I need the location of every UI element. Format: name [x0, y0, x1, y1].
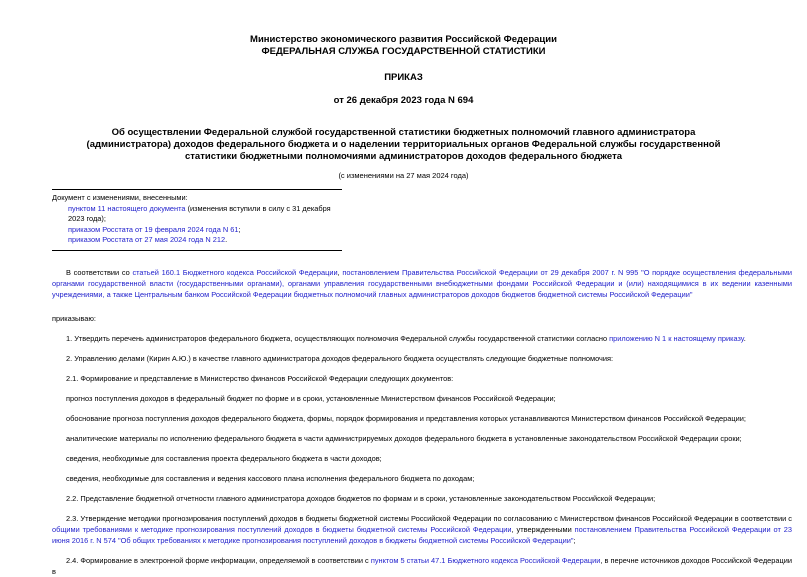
change-text-2: ;: [238, 224, 241, 234]
document-body: [52, 267, 792, 577]
p24-text-1: 2.4. Формирование в электронной форме информации, определяемой в соответствии с: [66, 555, 371, 565]
p23-text-3: ;: [573, 535, 576, 545]
change-item: [68, 225, 342, 236]
p23-text-2: , утвержденными: [511, 524, 575, 534]
p23-text-1: 2.3. Утверждение методики прогнозирования поступлений доходов в бюджеты бюджетной системы Российской Федерации по согласованию с Министерством финансов Российской Федерации в соответствии с: [66, 513, 792, 523]
paragraph-2-2: 2.2. Представление бюджетной отчетности главного администратора доходов бюджетов по формам и в сроки, установленные законодательством Российской Федерации;: [66, 493, 656, 503]
p1-link[interactable]: приложению N 1 к настоящему приказу: [609, 333, 744, 343]
intro-text-1: В соответствии со: [66, 267, 133, 277]
changes-list: [52, 193, 342, 246]
p24-link-1[interactable]: пунктом 5 статьи 47.1 Бюджетного кодекса Российской Федерации: [370, 555, 601, 565]
document-title: Об осуществлении Федеральной службой государственной статистики бюджетных полномочий главного администратора (администратора) доходов федерального бюджета и о наделении территориальных органов Федеральной службы государственной статистики бюджетными полномочиями администраторов доходов федерального бюджета: [86, 127, 721, 162]
change-text-3: .: [225, 235, 228, 244]
p23-link-2[interactable]: постановлением Правительства Российской Федерации от 23 июня 2016 г. N 574 "Об общих требованиях к методике прогнозирования поступлений доходов в бюджеты бюджетной системы Российской Федерации": [52, 524, 792, 545]
p24-text-2: , в перечне источников доходов Российской Федерации в: [52, 555, 792, 576]
change-item: [68, 235, 342, 246]
order-date: от 26 декабря 2023 года N 694: [333, 95, 474, 106]
changes-heading: Документ с изменениями, внесенными:: [52, 193, 188, 202]
changes-box: [52, 189, 342, 251]
change-text-1: (изменения вступили в силу с 31 декабря 2023 года);: [68, 203, 331, 223]
paragraph-1: [52, 333, 792, 344]
paragraph-2-1-d: сведения, необходимые для составления проекта федерального бюджета в части доходов;: [66, 453, 382, 463]
service-name: ФЕДЕРАЛЬНАЯ СЛУЖБА ГОСУДАРСТВЕННОЙ СТАТИСТИКИ: [261, 46, 546, 57]
top-divider: [52, 189, 342, 190]
change-item: [68, 204, 342, 225]
paragraph-2-4: [52, 555, 792, 577]
paragraph-2-1: 2.1. Формирование и представление в Министерство финансов Российской Федерации следующих документов:: [66, 373, 454, 383]
paragraph-2: 2. Управлению делами (Кирин А.Ю.) в качестве главного администратора доходов федерального бюджета осуществлять следующие бюджетные полномочия:: [66, 353, 614, 363]
change-link-1[interactable]: пунктом 11 настоящего документа: [68, 203, 186, 213]
paragraph-2-1-a: прогноз поступления доходов в федеральный бюджет по форме и в сроки, установленные Министерством финансов Российской Федерации;: [66, 393, 556, 403]
intro-text-2: ,: [337, 267, 343, 277]
paragraph-2-1-c: аналитические материалы по исполнению федерального бюджета в части администрируемых доходов федерального бюджета в установленные законодательством Российской Федерации сроки;: [66, 433, 742, 443]
intro-link-2[interactable]: постановлением Правительства Российской Федерации от 29 декабря 2007 г. N 995 "О порядке осуществления федеральными органами государственной власти (государственными органами), органами управления государственными внебюджетными фондами Российской Федерации и (или) находящимися в их ведении казенными учреждениями, а также Центральным банком Российской Федерации бюджетных полномочий главных администраторов доходов бюджетов бюджетной системы Российской Федерации": [52, 267, 792, 299]
p1-rest: .: [743, 333, 746, 343]
order-label: ПРИКАЗ: [384, 72, 423, 83]
intro-link-1[interactable]: статьей 160.1 Бюджетного кодекса Российской Федерации: [132, 267, 338, 277]
paragraph-2-1-e: сведения, необходимые для составления и ведения кассового плана исполнения федерального бюджета по доходам;: [66, 473, 475, 483]
change-link-3[interactable]: приказом Росстата от 27 мая 2024 года N 212: [68, 235, 226, 244]
paragraph-2-3: [52, 513, 792, 546]
amended-note: (с изменениями на 27 мая 2024 года): [338, 171, 469, 180]
orders-word: приказываю:: [52, 313, 96, 323]
ministry-name: Министерство экономического развития Российской Федерации: [250, 34, 557, 45]
p23-link-1[interactable]: общими требованиями к методике прогнозирования поступлений доходов в бюджеты бюджетной системы Российской Федерации: [52, 524, 512, 534]
intro-paragraph: [52, 267, 792, 300]
p1-text: 1. Утвердить перечень администраторов федерального бюджета, осуществляющих полномочия Федеральной службы государственной статистики согласно: [66, 333, 610, 343]
bottom-divider: [52, 250, 342, 251]
change-link-2[interactable]: приказом Росстата от 19 февраля 2024 года N 61: [68, 224, 239, 234]
paragraph-2-1-b: обоснование прогноза поступления доходов федерального бюджета, формы, порядок формирования и представления которых устанавливаются Министерством финансов Российской Федерации;: [66, 413, 746, 423]
